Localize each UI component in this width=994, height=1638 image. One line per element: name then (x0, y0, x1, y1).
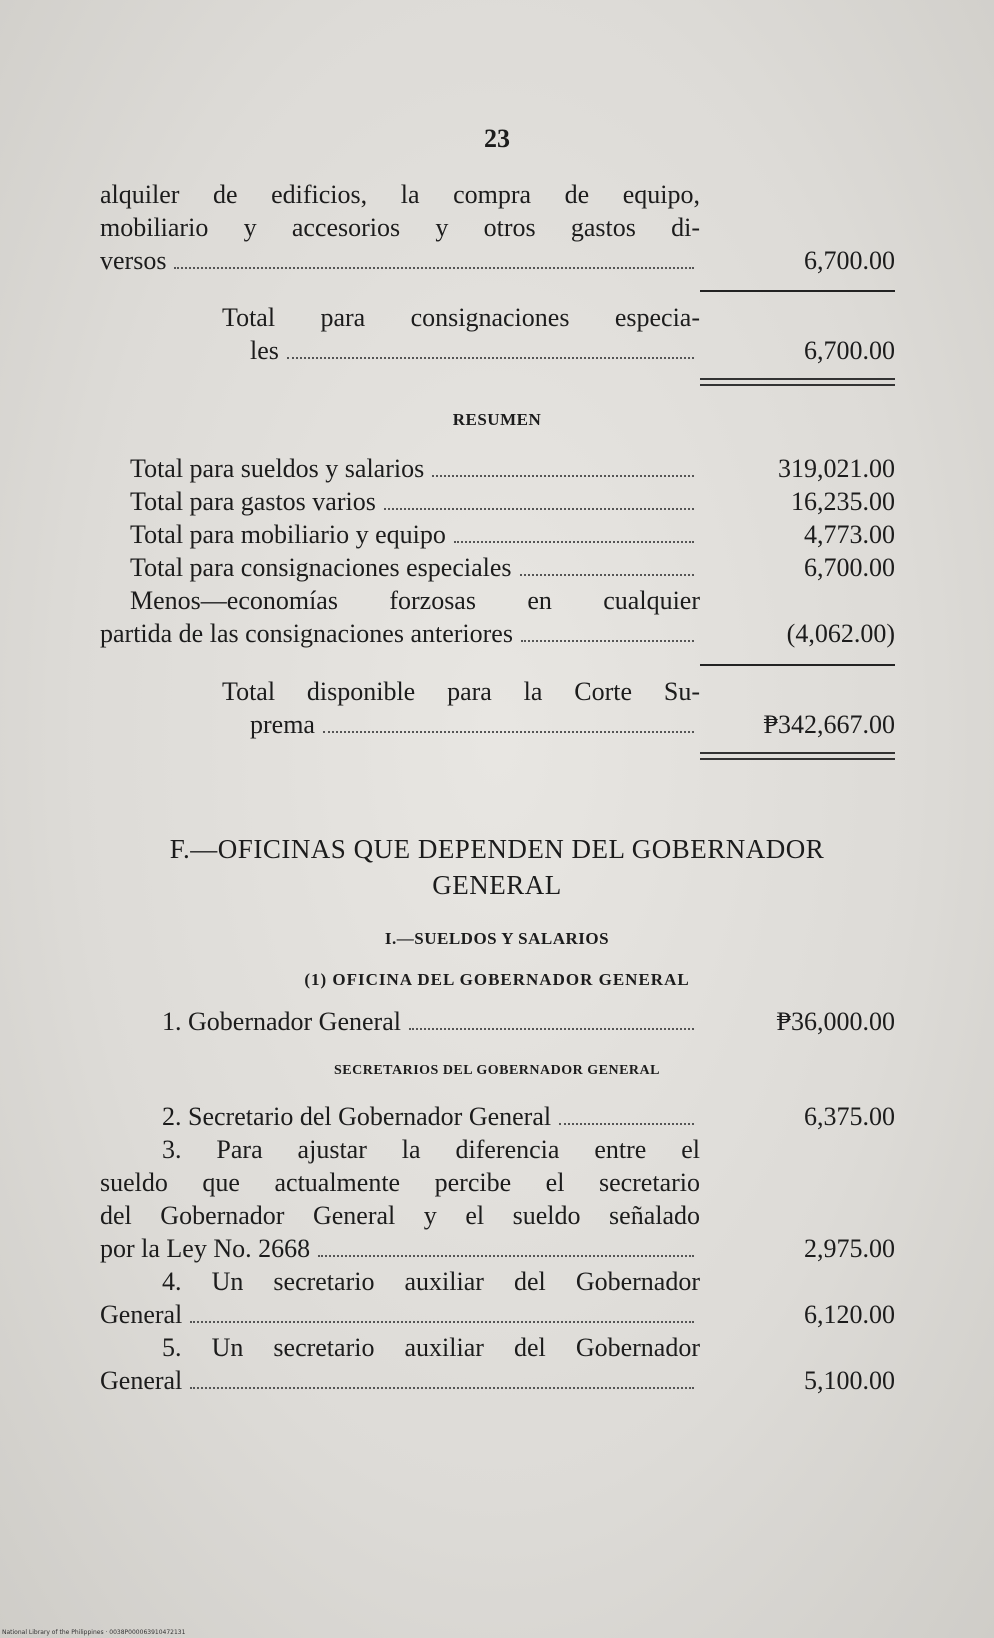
dot-leader (454, 541, 694, 543)
dot-leader (521, 640, 694, 642)
subsection-title: I.—SUELDOS Y SALARIOS (384, 929, 610, 948)
amount: 6,375.00 (804, 1102, 895, 1131)
leader-line (100, 246, 700, 276)
text-line: 3. Para ajustar la diferencia entre el (162, 1135, 700, 1164)
dot-leader (190, 1321, 694, 1323)
dot-leader (323, 731, 694, 733)
item-label: 1. Gobernador General (162, 1007, 401, 1036)
text-line: por la Ley No. 2668 (100, 1234, 311, 1263)
section-f-title-cont: GENERAL (432, 870, 562, 900)
resumen-row (130, 520, 700, 550)
text-line: sueldo que actualmente percibe el secretario (100, 1168, 700, 1197)
single-rule (700, 290, 895, 292)
text-line: alquiler de edificios, la compra de equipo, (100, 180, 700, 209)
amount: 5,100.00 (804, 1366, 895, 1395)
text-line: versos (100, 246, 167, 275)
resumen-row (130, 454, 700, 484)
dot-leader (559, 1123, 694, 1125)
amount: ₱342,667.00 (763, 710, 895, 739)
text-line: les (250, 336, 279, 365)
item-row (162, 1102, 700, 1132)
row-label: Total para consignaciones especiales (130, 553, 512, 582)
row-label: Total para sueldos y salarios (130, 454, 425, 483)
text-line: mobiliario y accesorios y otros gastos di- (100, 213, 700, 242)
text-line: 4. Un secretario auxiliar del Gobernador (162, 1267, 700, 1296)
leader-line (250, 336, 700, 366)
amount: ₱36,000.00 (776, 1007, 895, 1036)
page-number: 23 (484, 124, 510, 153)
secretarios-heading: SECRETARIOS DEL GOBERNADOR GENERAL (334, 1063, 660, 1078)
text-line: 5. Un secretario auxiliar del Gobernador (162, 1333, 700, 1362)
dot-leader (432, 475, 694, 477)
double-rule (700, 752, 895, 760)
amount: 16,235.00 (791, 487, 895, 516)
amount: 6,120.00 (804, 1300, 895, 1329)
dot-leader (190, 1387, 694, 1389)
text-line: General (100, 1366, 183, 1395)
amount: 6,700.00 (804, 553, 895, 582)
dot-leader (318, 1255, 694, 1257)
resumen-row (130, 553, 700, 583)
text-line: prema (250, 710, 315, 739)
row-label: Total para mobiliario y equipo (130, 520, 446, 549)
row-label: Total para gastos varios (130, 487, 376, 516)
text-line: General (100, 1300, 183, 1329)
double-rule (700, 378, 895, 386)
leader-line (100, 1366, 700, 1396)
dot-leader (409, 1028, 694, 1030)
amount: 319,021.00 (778, 454, 895, 483)
text-line: Total para consignaciones especia- (222, 303, 700, 332)
text-line: partida de las consignaciones anteriores (100, 619, 513, 648)
leader-line (100, 619, 700, 649)
amount: 6,700.00 (804, 246, 895, 275)
scan-footer: National Library of the Philippines · 0038P000063910472131 (2, 1629, 186, 1636)
leader-line (100, 1300, 700, 1330)
office-heading: (1) OFICINA DEL GOBERNADOR GENERAL (304, 970, 690, 989)
dot-leader (520, 574, 694, 576)
amount: (4,062.00) (786, 619, 895, 648)
text-line: Total disponible para la Corte Su- (222, 677, 700, 706)
section-title-resumen: RESUMEN (452, 410, 542, 429)
single-rule (700, 664, 895, 666)
leader-line (100, 1234, 700, 1264)
text-line: del Gobernador General y el sueldo señalado (100, 1201, 700, 1230)
item-row (162, 1007, 700, 1037)
resumen-row (130, 487, 700, 517)
text-line: Menos—economías forzosas en cualquier (130, 586, 700, 615)
leader-line (250, 710, 700, 740)
amount: 2,975.00 (804, 1234, 895, 1263)
dot-leader (287, 357, 694, 359)
amount: 6,700.00 (804, 336, 895, 365)
dot-leader (384, 508, 694, 510)
amount: 4,773.00 (804, 520, 895, 549)
dot-leader (174, 267, 694, 269)
item-label: 2. Secretario del Gobernador General (162, 1102, 552, 1131)
section-f-title: F.—OFICINAS QUE DEPENDEN DEL GOBERNADOR (169, 834, 825, 864)
